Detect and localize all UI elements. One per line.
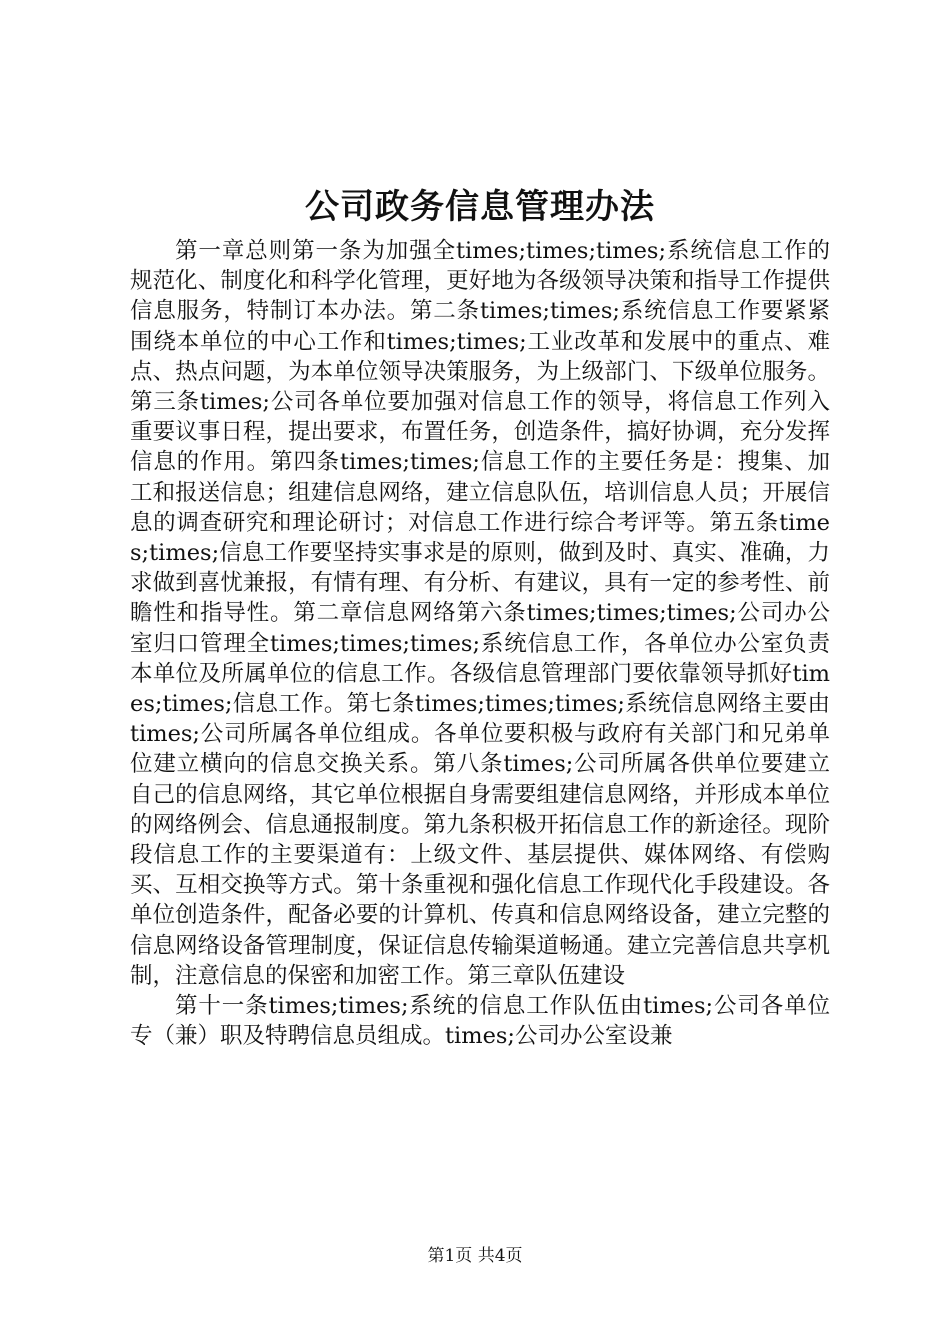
page-indicator: 第1页 共4页 (427, 1246, 523, 1266)
page-footer (0, 1244, 950, 1268)
document-title: 公司政务信息管理办法 (305, 187, 655, 227)
body-paragraph: 第十一条times;times;系统的信息工作队伍由times;公司各单位专（兼）职及特聘信息员组成。times;公司办公室设兼 (130, 993, 830, 1050)
body-paragraph: 第一章总则第一条为加强全times;times;times;系统信息工作的规范化、制度化和科学化管理，更好地为各级领导决策和指导工作提供信息服务，特制订本办法。第二条times;times;系统信息工作要紧紧围绕本单位的中心工作和times;times;工业改革和发展中的重点、难点、热点问题，为本单位领导决策服务，为上级部门、下级单位服务。第三条times;公司各单位要加强对信息工作的领导，将信息工作列入重要议事日程，提出要求，布置任务，创造条件，搞好协调，充分发挥信息的作用。第四条times;times;信息工作的主要任务是：搜集、加工和报送信息；组建信息网络，建立信息队伍，培训信息人员；开展信息的调查研究和理论研讨；对信息工作进行综合考评等。第五条times;times;信息工作要坚持实事求是的原则，做到及时、真实、准确，力求做到喜忧兼报，有情有理、有分析、有建议，具有一定的参考性、前瞻性和指导性。第二章信息网络第六条times;times;times;公司办公室归口管理全times;times;times;系统信息工作，各单位办公室负责本单位及所属单位的信息工作。各级信息管理部门要依靠领导抓好times;times;信息工作。第七条times;times;times;系统信息网络主要由times;公司所属各单位组成。各单位要积极与政府有关部门和兄弟单位建立横向的信息交换关系。第八条times;公司所属各供单位要建立自己的信息网络，其它单位根据自身需要组建信息网络，并形成本单位的网络例会、信息通报制度。第九条积极开拓信息工作的新途径。现阶段信息工作的主要渠道有：上级文件、基层提供、媒体网络、有偿购买、互相交换等方式。第十条重视和强化信息工作现代化手段建设。各单位创造条件，配备必要的计算机、传真和信息网络设备，建立完整的信息网络设备管理制度，保证信息传输渠道畅通。建立完善信息共享机制，注意信息的保密和加密工作。第三章队伍建设 (130, 238, 830, 989)
document-body (130, 236, 830, 1051)
